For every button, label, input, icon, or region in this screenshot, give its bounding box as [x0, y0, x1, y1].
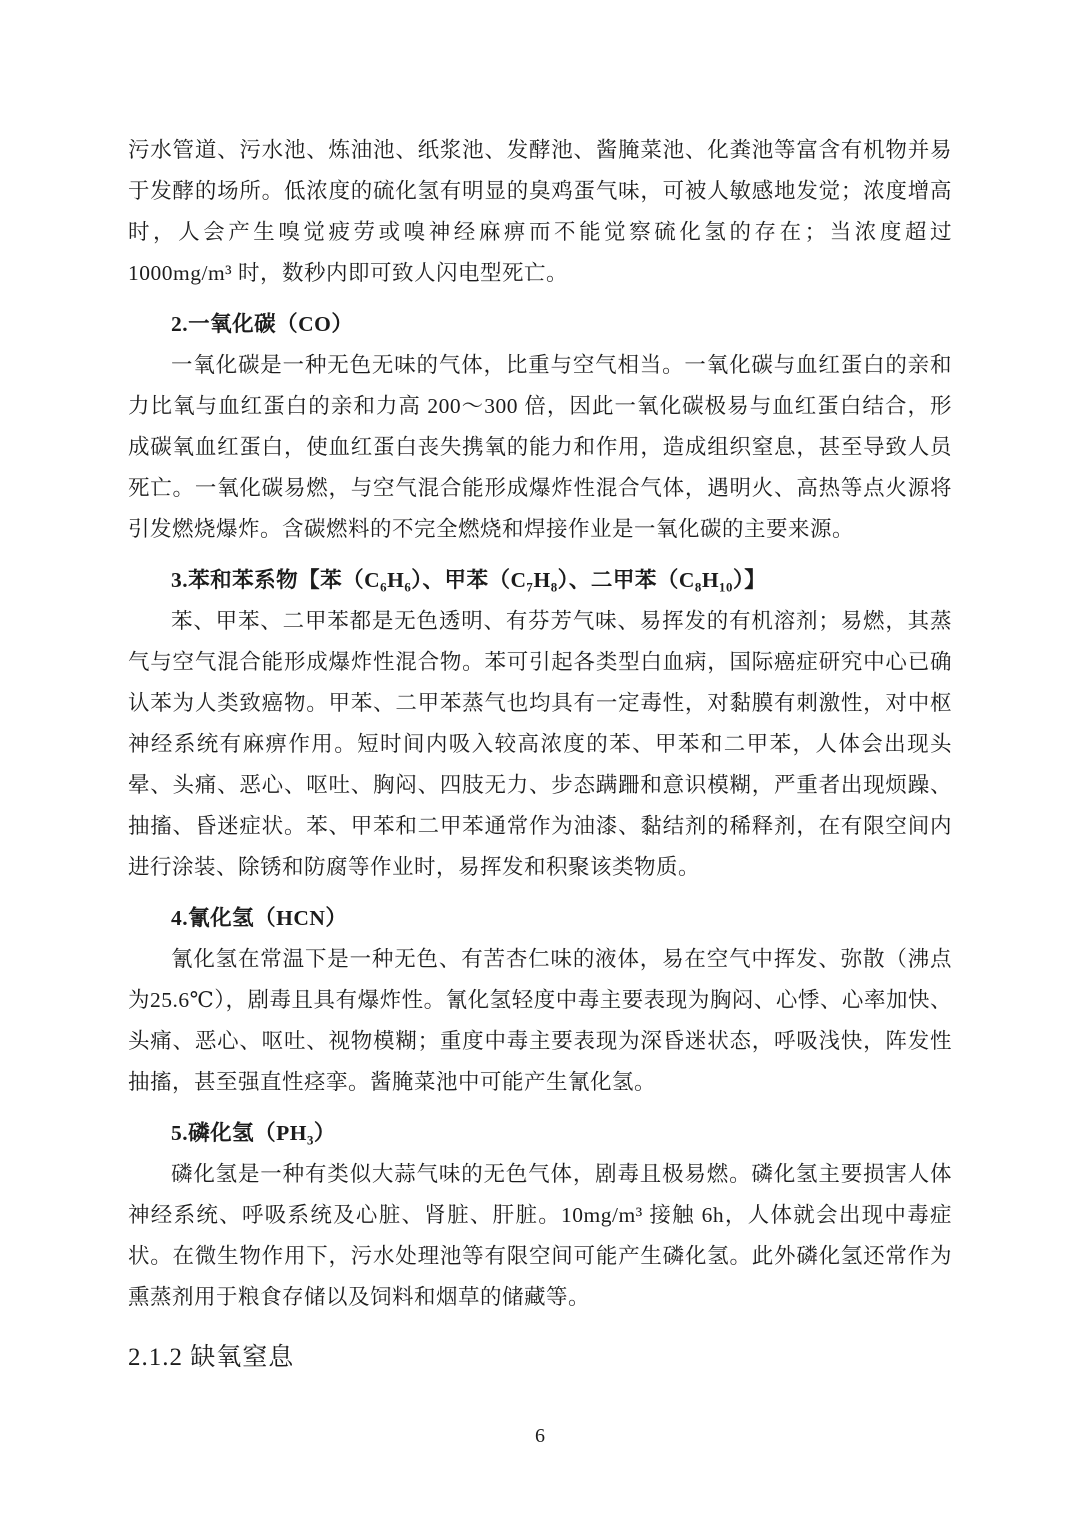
paragraph-carbon-monoxide: 一氧化碳是一种无色无味的气体，比重与空气相当。一氧化碳与血红蛋白的亲和力比氧与血红蛋白的亲和力高 200～300 倍，因此一氧化碳极易与血红蛋白结合，形成碳氧血红蛋白，使血红蛋白丧失携氧的能力和作用，造成组织窒息，甚至导致人员死亡。一氧化碳易燃，与空气混合能形成爆炸性混合气体，遇明火、高热等点火源将引发燃烧爆炸。含碳燃料的不完全燃烧和焊接作业是一氧化碳的主要来源。: [128, 353, 952, 541]
heading-phosphine: 5.磷化氢（PH₃）: [171, 1121, 336, 1145]
paragraph-benzene-compounds: 苯、甲苯、二甲苯都是无色透明、有芬芳气味、易挥发的有机溶剂；易燃，其蒸气与空气混合能形成爆炸性混合物。苯可引起各类型白血病，国际癌症研究中心已确认苯为人类致癌物。甲苯、二甲苯蒸气也均具有一定毒性，对黏膜有刺激性，对中枢神经系统有麻痹作用。短时间内吸入较高浓度的苯、甲苯和二甲苯，人体会出现头晕、头痛、恶心、呕吐、胸闷、四肢无力、步态蹒跚和意识模糊，严重者出现烦躁、抽搐、昏迷症状。苯、甲苯和二甲苯通常作为油漆、黏结剂的稀释剂，在有限空间内进行涂装、除锈和防腐等作业时，易挥发和积聚该类物质。: [128, 609, 952, 879]
section-heading-oxygen-deficiency-asphyxia: 2.1.2 缺氧窒息: [128, 1344, 295, 1371]
paragraph-phosphine: 磷化氢是一种有类似大蒜气味的无色气体，剧毒且极易燃。磷化氢主要损害人体神经系统、呼吸系统及心脏、肾脏、肝脏。10mg/m³ 接触 6h，人体就会出现中毒症状。在微生物作用下，污水处理池等有限空间可能产生磷化氢。此外磷化氢还常作为熏蒸剂用于粮食存储以及饲料和烟草的储藏等。: [128, 1162, 952, 1309]
heading-hydrogen-cyanide: 4.氰化氢（HCN）: [171, 906, 348, 930]
heading-benzene-compounds: 3.苯和苯系物【苯（C₆H₆）、甲苯（C₇H₈）、二甲苯（C₈H₁₀）】: [171, 568, 767, 592]
paragraph-hydrogen-sulfide-continued: 污水管道、污水池、炼油池、纸浆池、发酵池、酱腌菜池、化粪池等富含有机物并易于发酵的场所。低浓度的硫化氢有明显的臭鸡蛋气味，可被人敏感地发觉；浓度增高时，人会产生嗅觉疲劳或嗅神经麻痹而不能觉察硫化氢的存在；当浓度超过 1000mg/m³ 时，数秒内即可致人闪电型死亡。: [128, 138, 952, 285]
heading-carbon-monoxide: 2.一氧化碳（CO）: [171, 312, 354, 336]
paragraph-hydrogen-cyanide: 氰化氢在常温下是一种无色、有苦杏仁味的液体，易在空气中挥发、弥散（沸点为25.6℃），剧毒且具有爆炸性。氰化氢轻度中毒主要表现为胸闷、心悸、心率加快、头痛、恶心、呕吐、视物模糊；重度中毒主要表现为深昏迷状态，呼吸浅快，阵发性抽搐，甚至强直性痉挛。酱腌菜池中可能产生氰化氢。: [128, 947, 952, 1094]
page-content: [128, 130, 952, 1376]
page-number: 6: [535, 1425, 545, 1447]
